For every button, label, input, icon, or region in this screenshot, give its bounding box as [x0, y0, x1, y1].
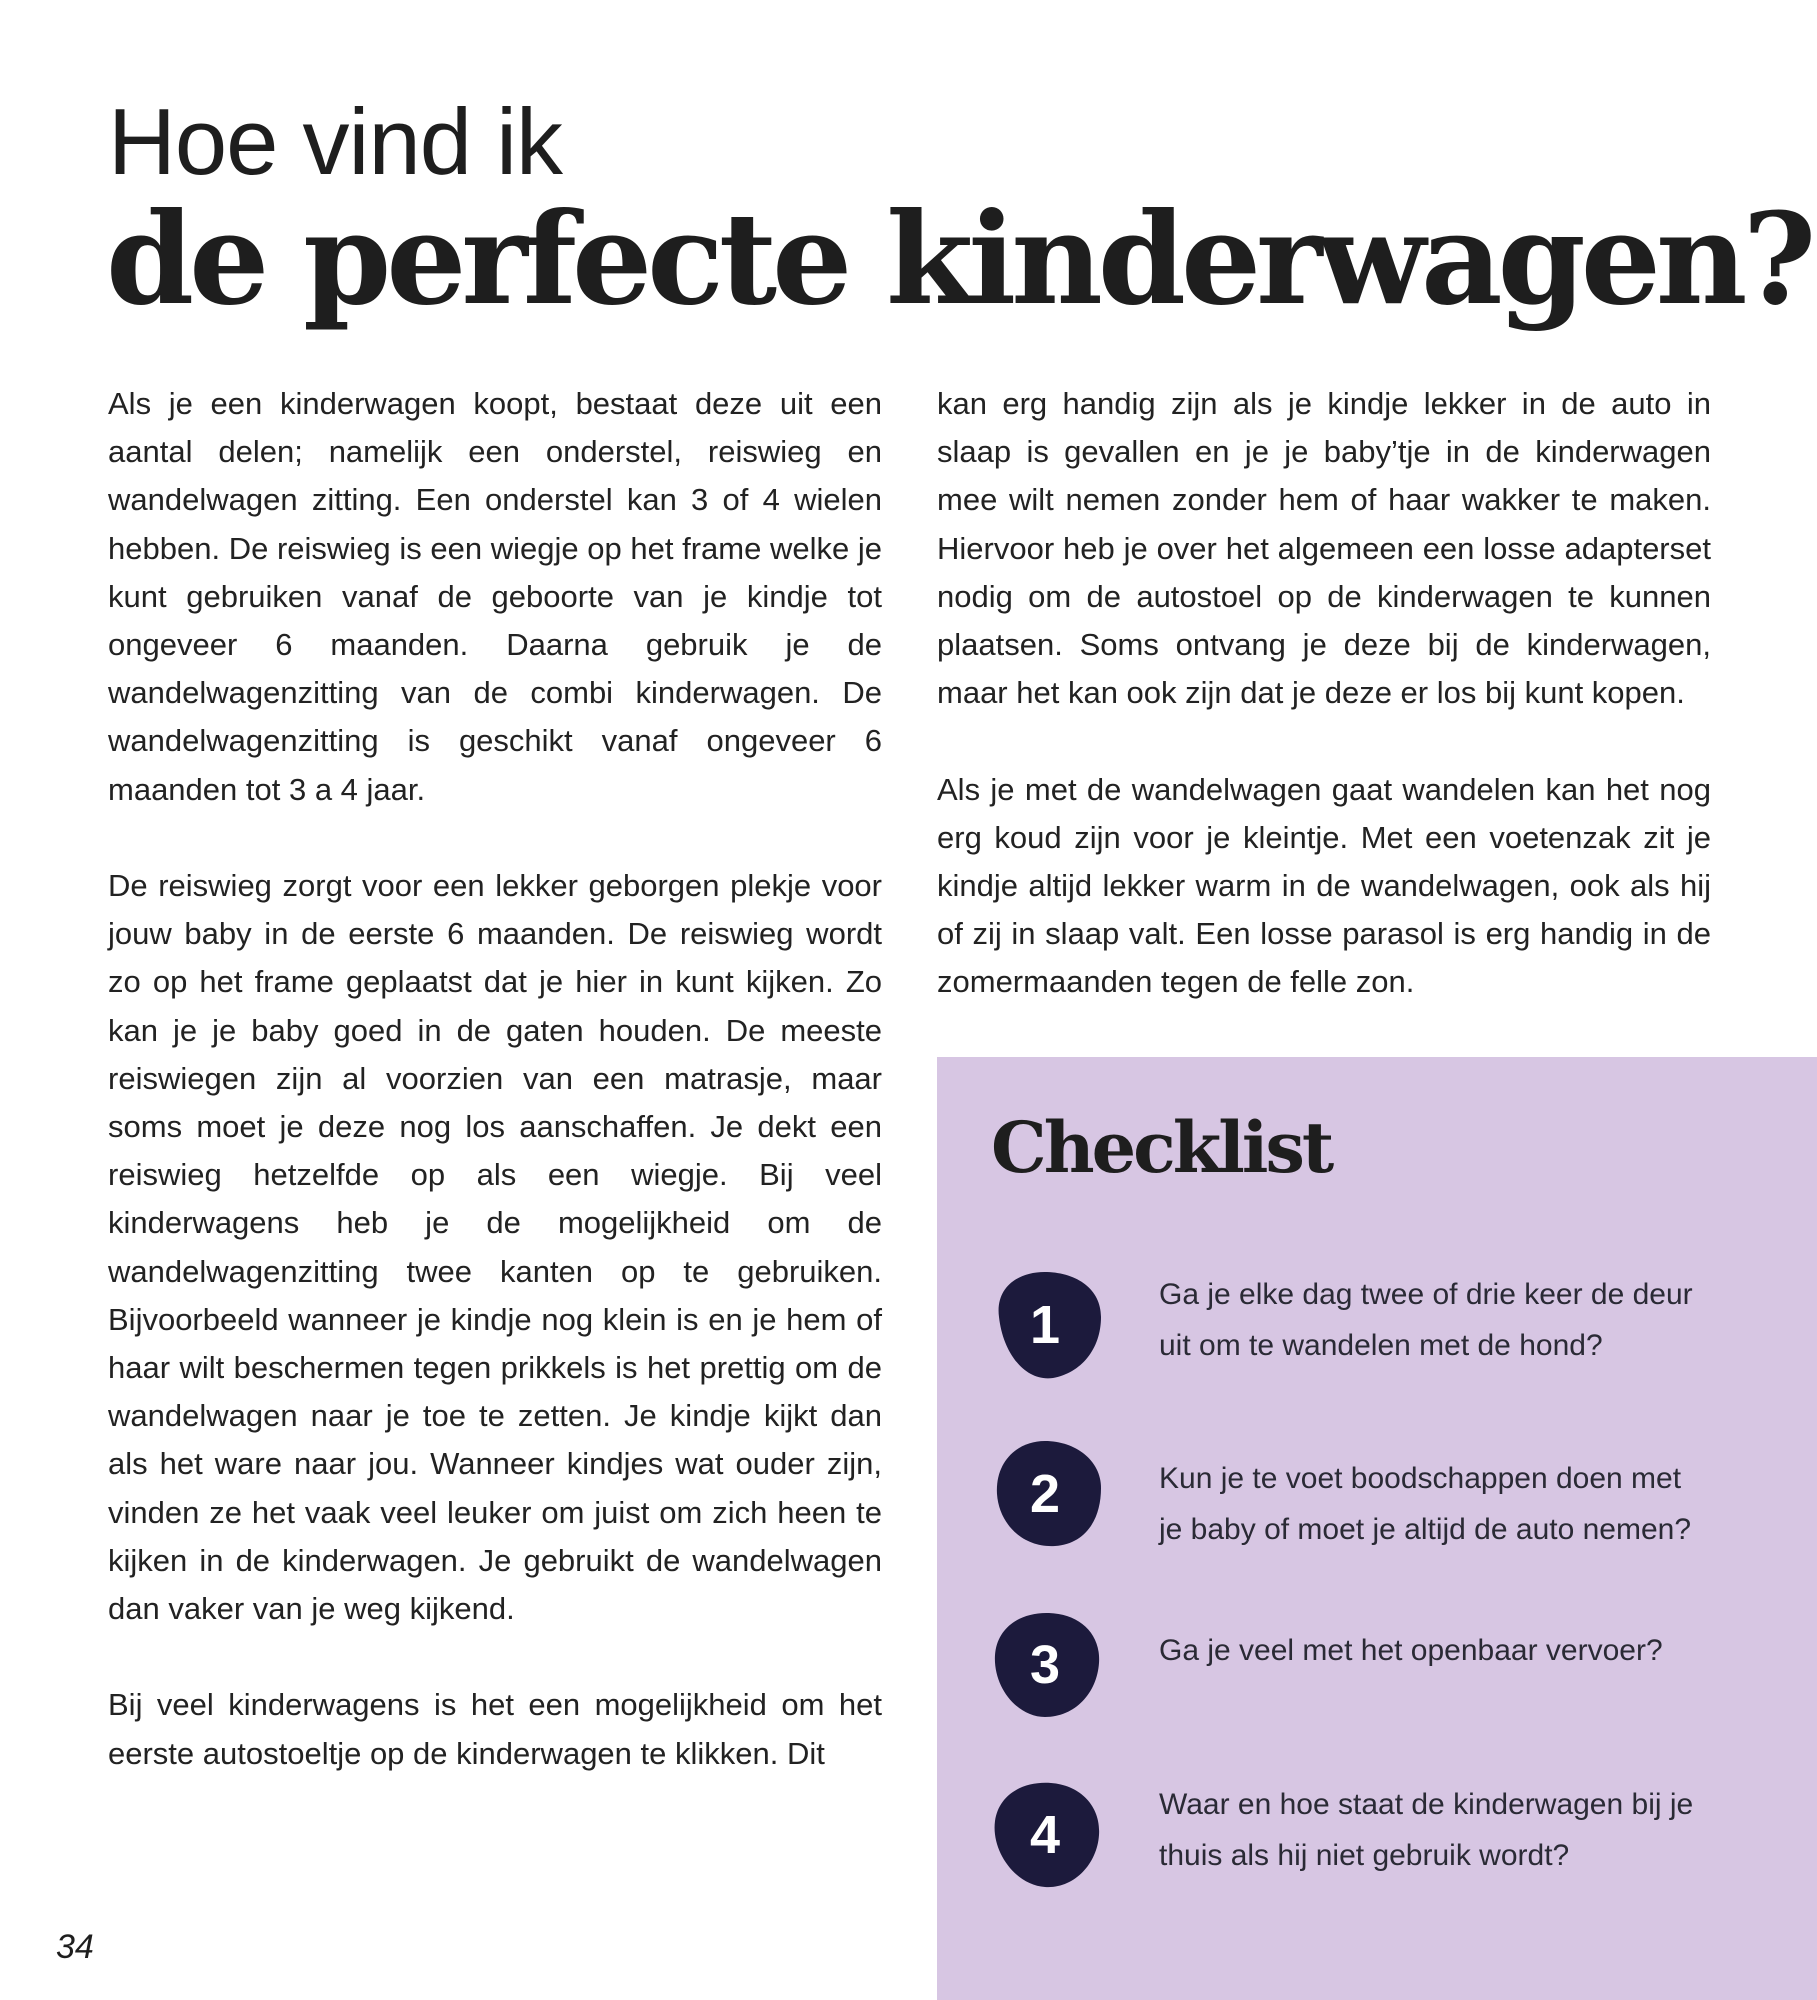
paragraph-autostoeltje-continued: kan erg handig zijn als je kindje lekker in de auto in slaap is gevallen en je je baby’tje in de kinderwagen mee wilt nemen zonder hem of haar wakker te maken. Hiervoor heb je over het algemeen een losse adapterset nodig om de autostoel op de kinderwagen te kunnen plaatsen. Soms ontvang je deze bij de kinderwagen, maar het kan ook zijn dat je deze er los bij kunt kopen.: [937, 386, 1711, 711]
number-badge: [989, 1269, 1105, 1381]
checklist-item: [989, 1779, 1769, 1899]
checklist-panel: [937, 1057, 1817, 2000]
checklist-item-text: Ga je veel met het openbaar vervoer?: [1159, 1634, 1663, 1667]
number-badge: [989, 1438, 1105, 1550]
number-badge: [989, 1779, 1105, 1891]
checklist-item-text: Kun je te voet boodschappen doen met je baby of moet je altijd de auto nemen?: [1159, 1462, 1692, 1546]
checklist-item: [989, 1609, 1769, 1729]
text-column-right: [937, 380, 1711, 1007]
paragraph-voetenzak: Als je met de wandelwagen gaat wandelen kan het nog erg koud zijn voor je kleintje. Met een voetenzak zit je kindje altijd lekker warm in de wandelwagen, ook als hij of zij in slaap valt. Een losse parasol is erg handig in de zomermaanden tegen de felle zon.: [937, 771, 1711, 1000]
paragraph-intro: Als je een kinderwagen koopt, bestaat deze uit een aantal delen; namelijk een onderstel, reiswieg en wandelwagen zitting. Een onderstel kan 3 of 4 wielen hebben. De reiswieg is een wiegje op het frame welke je kunt gebruiken vanaf de geboorte van je kindje tot ongeveer 6 maanden. Daarna gebruik je de wandelwagenzitting van de combi kinderwagen. De wandelwagenzitting is geschikt vanaf ongeveer 6 maanden tot 3 a 4 jaar.: [108, 386, 882, 807]
badge-number: 3: [1029, 1635, 1061, 1695]
checklist-item-text: Ga je elke dag twee of drie keer de deur uit om te wandelen met de hond?: [1159, 1278, 1693, 1362]
text-column-left: [108, 380, 882, 1778]
badge-number: 1: [1029, 1295, 1061, 1355]
title-line-1: Hoe vind ik: [108, 89, 562, 194]
checklist-title: Checklist: [991, 1106, 1332, 1189]
checklist-item: [989, 1269, 1769, 1389]
badge-number: 4: [1029, 1805, 1061, 1865]
page-number: 34: [56, 1928, 94, 1966]
badge-number: 2: [1029, 1464, 1061, 1524]
paragraph-reiswieg: De reiswieg zorgt voor een lekker geborgen plekje voor jouw baby in de eerste 6 maanden. De reiswieg wordt zo op het frame geplaatst dat je hier in kunt kijken. Zo kan je je baby goed in de gaten houden. De meeste reiswiegen zijn al voorzien van een matrasje, maar soms moet je deze nog los aanschaffen. Je dekt een reiswieg hetzelfde op als een wiegje. Bij veel kinderwagens heb je de mogelijkheid om de wandelwagenzitting twee kanten op te gebruiken. Bijvoorbeeld wanneer je kindje nog klein is en je hem of haar wilt beschermen tegen prikkels is het prettig om de wandelwagen naar je toe te zetten. Je kindje kijkt dan als het ware naar jou. Wanneer kindjes wat ouder zijn, vinden ze het vaak veel leuker om juist om zich heen te kijken in de kinderwagen. Je gebruikt de wandelwagen dan vaker van je weg kijkend.: [108, 868, 882, 1627]
title-line-2: de perfecte kinderwagen?: [106, 185, 1812, 333]
number-badge: [989, 1609, 1105, 1721]
checklist-item-text: Waar en hoe staat de kinderwagen bij je thuis als hij niet gebruik wordt?: [1159, 1788, 1694, 1872]
checklist-item: [989, 1438, 1769, 1558]
paragraph-autostoeltje-start: Bij veel kinderwagens is het een mogelijkheid om het eerste autostoeltje op de kinderwagen te klikken. Dit: [108, 1687, 882, 1771]
